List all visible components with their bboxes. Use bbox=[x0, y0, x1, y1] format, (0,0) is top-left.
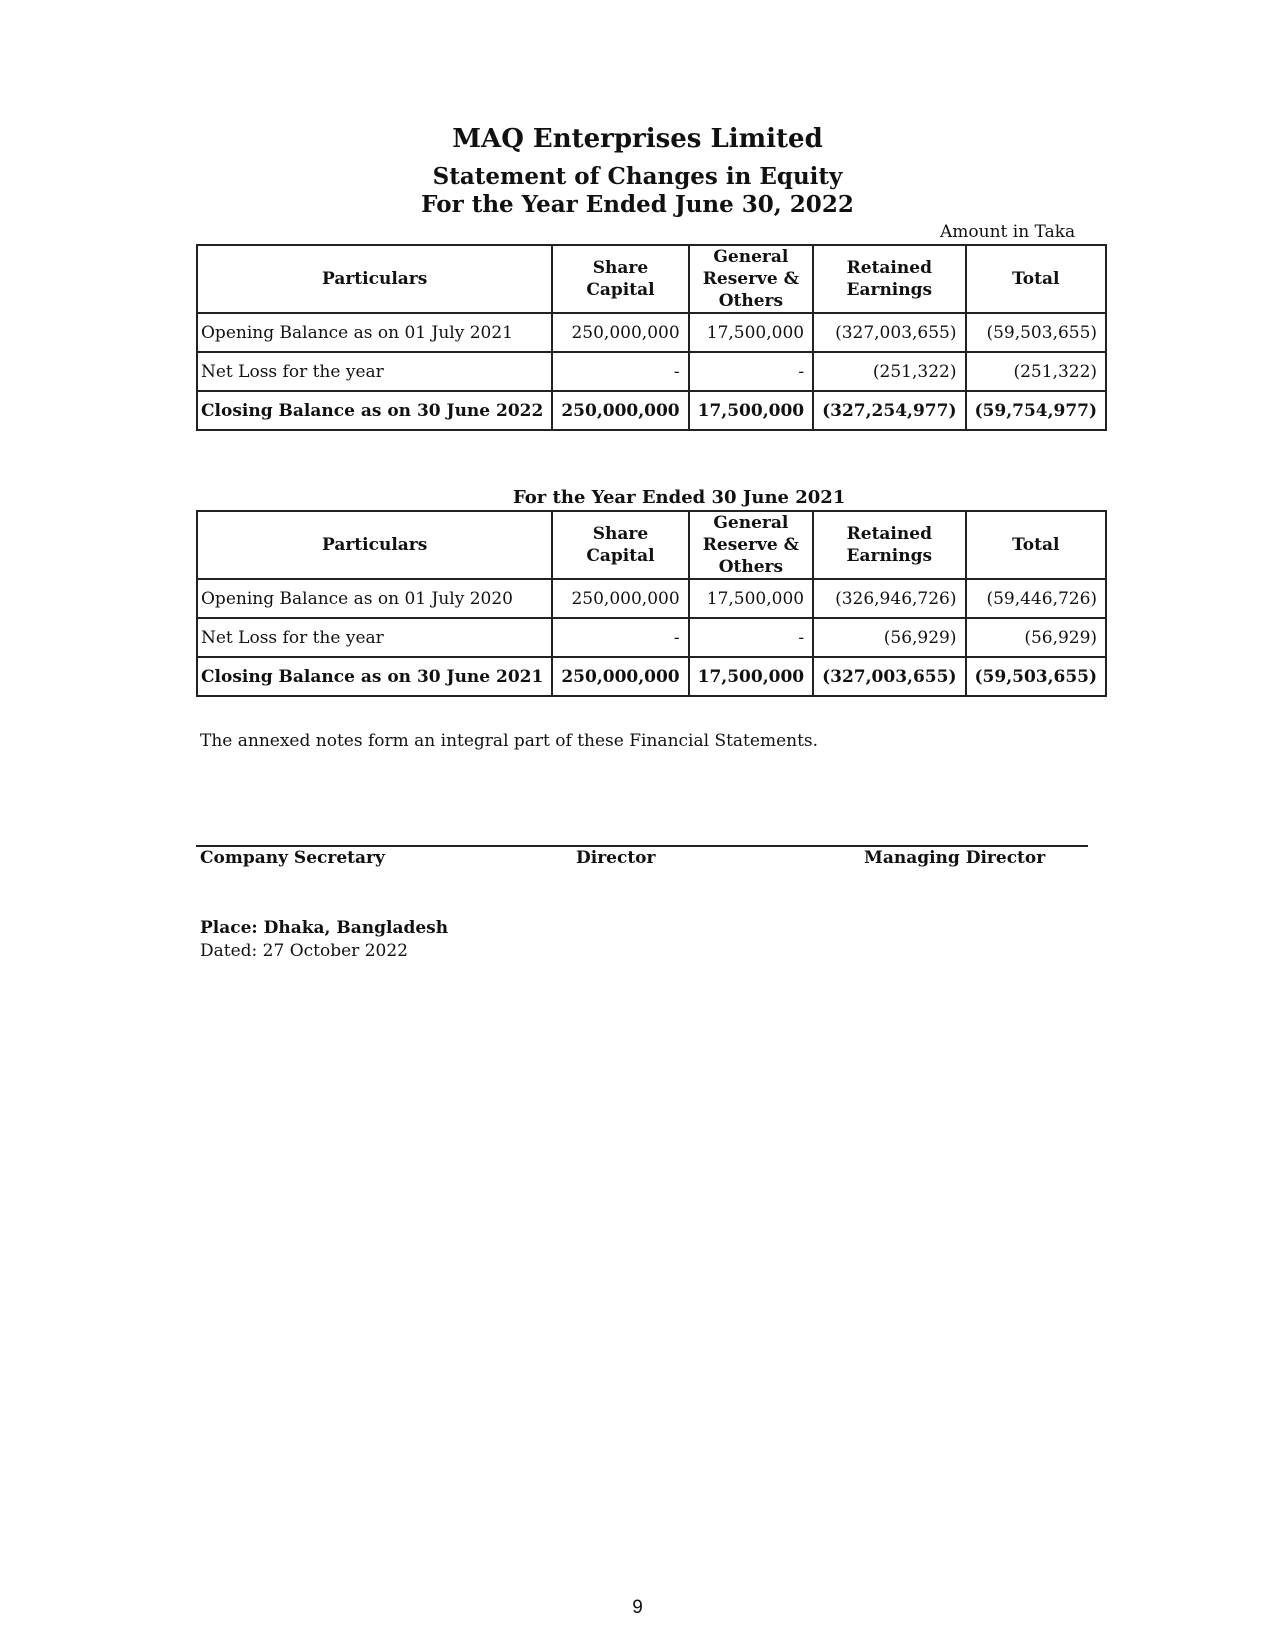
footnote: The annexed notes form an integral part of these Financial Statements. bbox=[200, 731, 819, 751]
header-retained-earnings: Retained Earnings bbox=[813, 511, 965, 579]
cell-total: (251,322) bbox=[966, 352, 1107, 391]
dated-line: Dated: 27 October 2022 bbox=[200, 941, 408, 961]
table-row bbox=[197, 352, 1106, 391]
table-row bbox=[197, 313, 1106, 352]
statement-title: Statement of Changes in Equity bbox=[432, 163, 843, 190]
cell-retained-earnings: (56,929) bbox=[813, 618, 965, 657]
cell-retained-earnings: (327,003,655) bbox=[813, 657, 965, 696]
table-row bbox=[197, 579, 1106, 618]
cell-share-capital: 250,000,000 bbox=[552, 391, 688, 430]
table-row-closing bbox=[197, 391, 1106, 430]
amount-unit-note: Amount in Taka bbox=[940, 222, 1076, 242]
row-label: Net Loss for the year bbox=[197, 352, 552, 391]
cell-share-capital: - bbox=[552, 618, 688, 657]
cell-general-reserve: 17,500,000 bbox=[689, 657, 813, 696]
header-retained-earnings: Retained Earnings bbox=[813, 245, 965, 313]
cell-general-reserve: - bbox=[689, 352, 813, 391]
table-header-row bbox=[197, 245, 1106, 313]
signature-managing-director: Managing Director bbox=[864, 848, 1046, 868]
header-total: Total bbox=[966, 245, 1107, 313]
cell-general-reserve: 17,500,000 bbox=[689, 313, 813, 352]
cell-share-capital: 250,000,000 bbox=[552, 657, 688, 696]
table-header-row bbox=[197, 511, 1106, 579]
cell-retained-earnings: (251,322) bbox=[813, 352, 965, 391]
header-share-capital: Share Capital bbox=[552, 511, 688, 579]
cell-general-reserve: 17,500,000 bbox=[689, 391, 813, 430]
cell-general-reserve: 17,500,000 bbox=[689, 579, 813, 618]
header-particulars: Particulars bbox=[197, 245, 552, 313]
company-name: MAQ Enterprises Limited bbox=[452, 124, 823, 154]
cell-share-capital: 250,000,000 bbox=[552, 579, 688, 618]
row-label: Closing Balance as on 30 June 2021 bbox=[197, 657, 552, 696]
table-2021-title: For the Year Ended 30 June 2021 bbox=[513, 487, 846, 508]
place-line: Place: Dhaka, Bangladesh bbox=[200, 918, 449, 938]
cell-total: (59,503,655) bbox=[966, 657, 1107, 696]
cell-retained-earnings: (327,003,655) bbox=[813, 313, 965, 352]
cell-total: (56,929) bbox=[966, 618, 1107, 657]
statement-period: For the Year Ended June 30, 2022 bbox=[421, 191, 854, 218]
header-general-reserve: General Reserve & Others bbox=[689, 245, 813, 313]
table-row-closing bbox=[197, 657, 1106, 696]
header-share-capital: Share Capital bbox=[552, 245, 688, 313]
signature-director: Director bbox=[576, 848, 656, 868]
row-label: Net Loss for the year bbox=[197, 618, 552, 657]
header-total: Total bbox=[966, 511, 1107, 579]
signature-line bbox=[196, 845, 1088, 847]
row-label: Opening Balance as on 01 July 2020 bbox=[197, 579, 552, 618]
cell-total: (59,446,726) bbox=[966, 579, 1107, 618]
cell-total: (59,503,655) bbox=[966, 313, 1107, 352]
table-row bbox=[197, 618, 1106, 657]
cell-general-reserve: - bbox=[689, 618, 813, 657]
cell-retained-earnings: (327,254,977) bbox=[813, 391, 965, 430]
header-particulars: Particulars bbox=[197, 511, 552, 579]
equity-table-2022 bbox=[196, 244, 1107, 431]
header-general-reserve: General Reserve & Others bbox=[689, 511, 813, 579]
equity-table-2021 bbox=[196, 510, 1107, 697]
cell-total: (59,754,977) bbox=[966, 391, 1107, 430]
signature-company-secretary: Company Secretary bbox=[200, 848, 385, 868]
cell-share-capital: 250,000,000 bbox=[552, 313, 688, 352]
row-label: Closing Balance as on 30 June 2022 bbox=[197, 391, 552, 430]
page-number: 9 bbox=[632, 1597, 643, 1618]
row-label: Opening Balance as on 01 July 2021 bbox=[197, 313, 552, 352]
cell-retained-earnings: (326,946,726) bbox=[813, 579, 965, 618]
cell-share-capital: - bbox=[552, 352, 688, 391]
